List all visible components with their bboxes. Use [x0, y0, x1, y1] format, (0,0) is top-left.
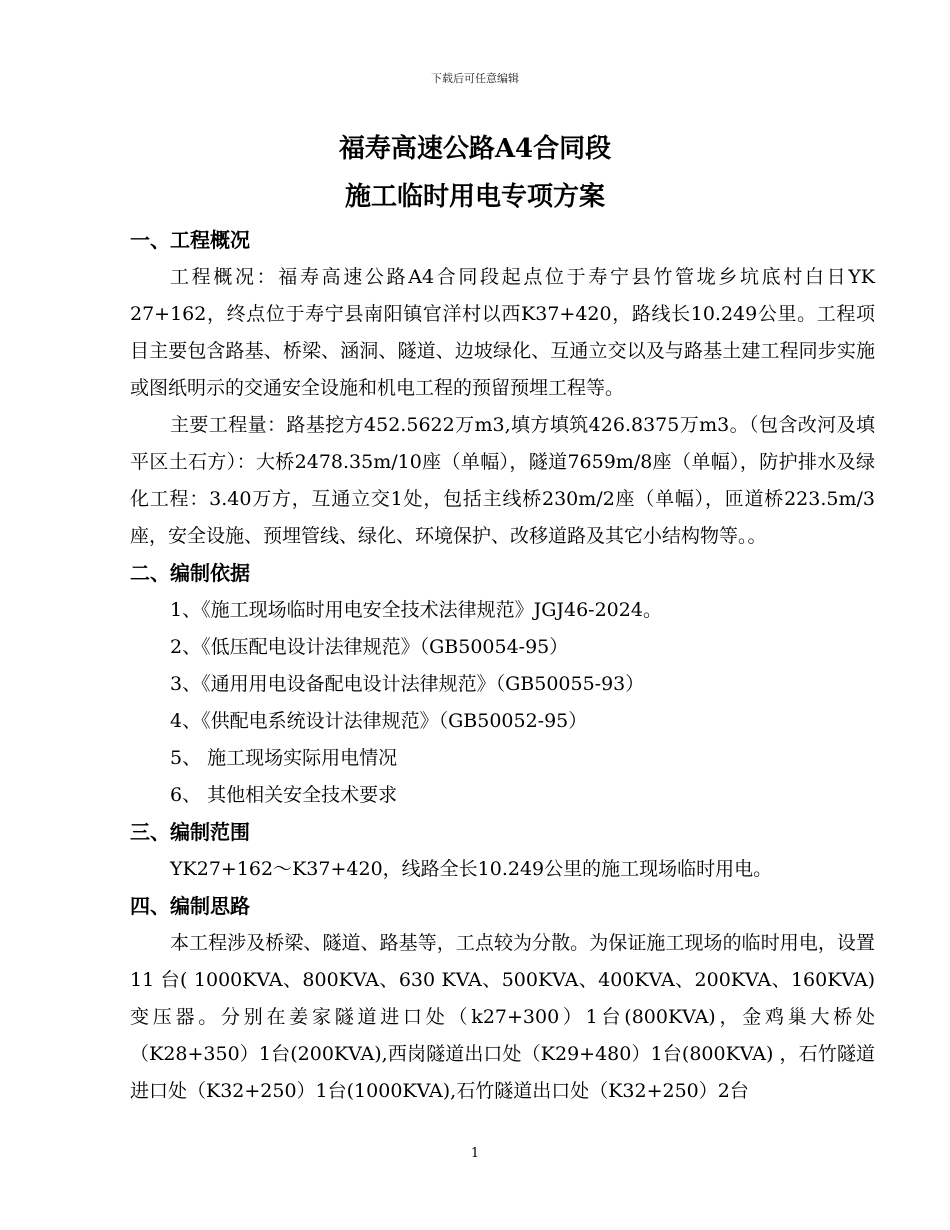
document-body: [130, 222, 875, 1110]
approach-paragraph: 本工程涉及桥梁、隧道、路基等，工点较为分散。为保证施工现场的临时用电，设置 11 台( 1000KVA、800KVA、630 KVA、500KVA、400KVA、200KVA、160KVA)变压器。分别在姜家隧道进口处（k27+300）1台(800KVA)，金鸡巢大桥处（K28+350）1台(200KVA),西岗隧道出口处（K29+480）1台(800KVA) ，石竹隧道进口处（K32+250）1台(1000KVA),石竹隧道出口处（K32+250）2台: [130, 932, 875, 1102]
basis-list-item: 2、《低压配电设计法律规范》（GB50054-95）: [170, 636, 569, 658]
quantities-paragraph: 主要工程量：路基挖方452.5622万m3,填方填筑426.8375万m3。（包含改河及填平区土石方）：大桥2478.35m/10座（单幅），隧道7659m/8座（单幅），防护排水及绿化工程：3.40万方，互通立交1处，包括主线桥230m/2座（单幅），匝道桥223.5m/3座，安全设施、预埋管线、绿化、环境保护、改移道路及其它小结构物等。。: [130, 414, 875, 547]
basis-list-item: 3、《通用用电设备配电设计法律规范》（GB50055-93）: [170, 673, 645, 695]
basis-list-item: 5、 施工现场实际用电情况: [170, 747, 398, 769]
scope-paragraph: YK27+162～K37+420，线路全长10.249公里的施工现场临时用电。: [170, 858, 773, 880]
basis-list-item: 6、 其他相关安全技术要求: [170, 784, 398, 806]
page-number: 1: [470, 1146, 480, 1161]
section-heading-scope: 三、编制范围: [130, 820, 250, 844]
section-heading-approach: 四、编制思路: [130, 894, 250, 918]
section-heading-basis: 二、编制依据: [130, 561, 250, 585]
document-title-line2: 施工临时用电专项方案: [344, 182, 605, 212]
header-note: 下载后可任意编辑: [431, 72, 519, 85]
basis-list-item: 4、《供配电系统设计法律规范》（GB50052-95）: [170, 710, 588, 732]
overview-paragraph: 工程概况：福寿高速公路A4合同段起点位于寿宁县竹管垅乡坑底村白日YK 27+162，终点位于寿宁县南阳镇官洋村以西K37+420，路线长10.249公里。工程项目主要包含路基、桥梁、涵洞、隧道、边坡绿化、互通立交以及与路基土建工程同步实施或图纸明示的交通安全设施和机电工程的预留预埋工程等。: [130, 266, 875, 399]
basis-list-item: 1、《施工现场临时用电安全技术法律规范》JGJ46-2024。: [170, 599, 662, 621]
document-title-line1: 福寿高速公路A4合同段: [338, 134, 612, 164]
section-heading-overview: 一、工程概况: [130, 228, 250, 252]
